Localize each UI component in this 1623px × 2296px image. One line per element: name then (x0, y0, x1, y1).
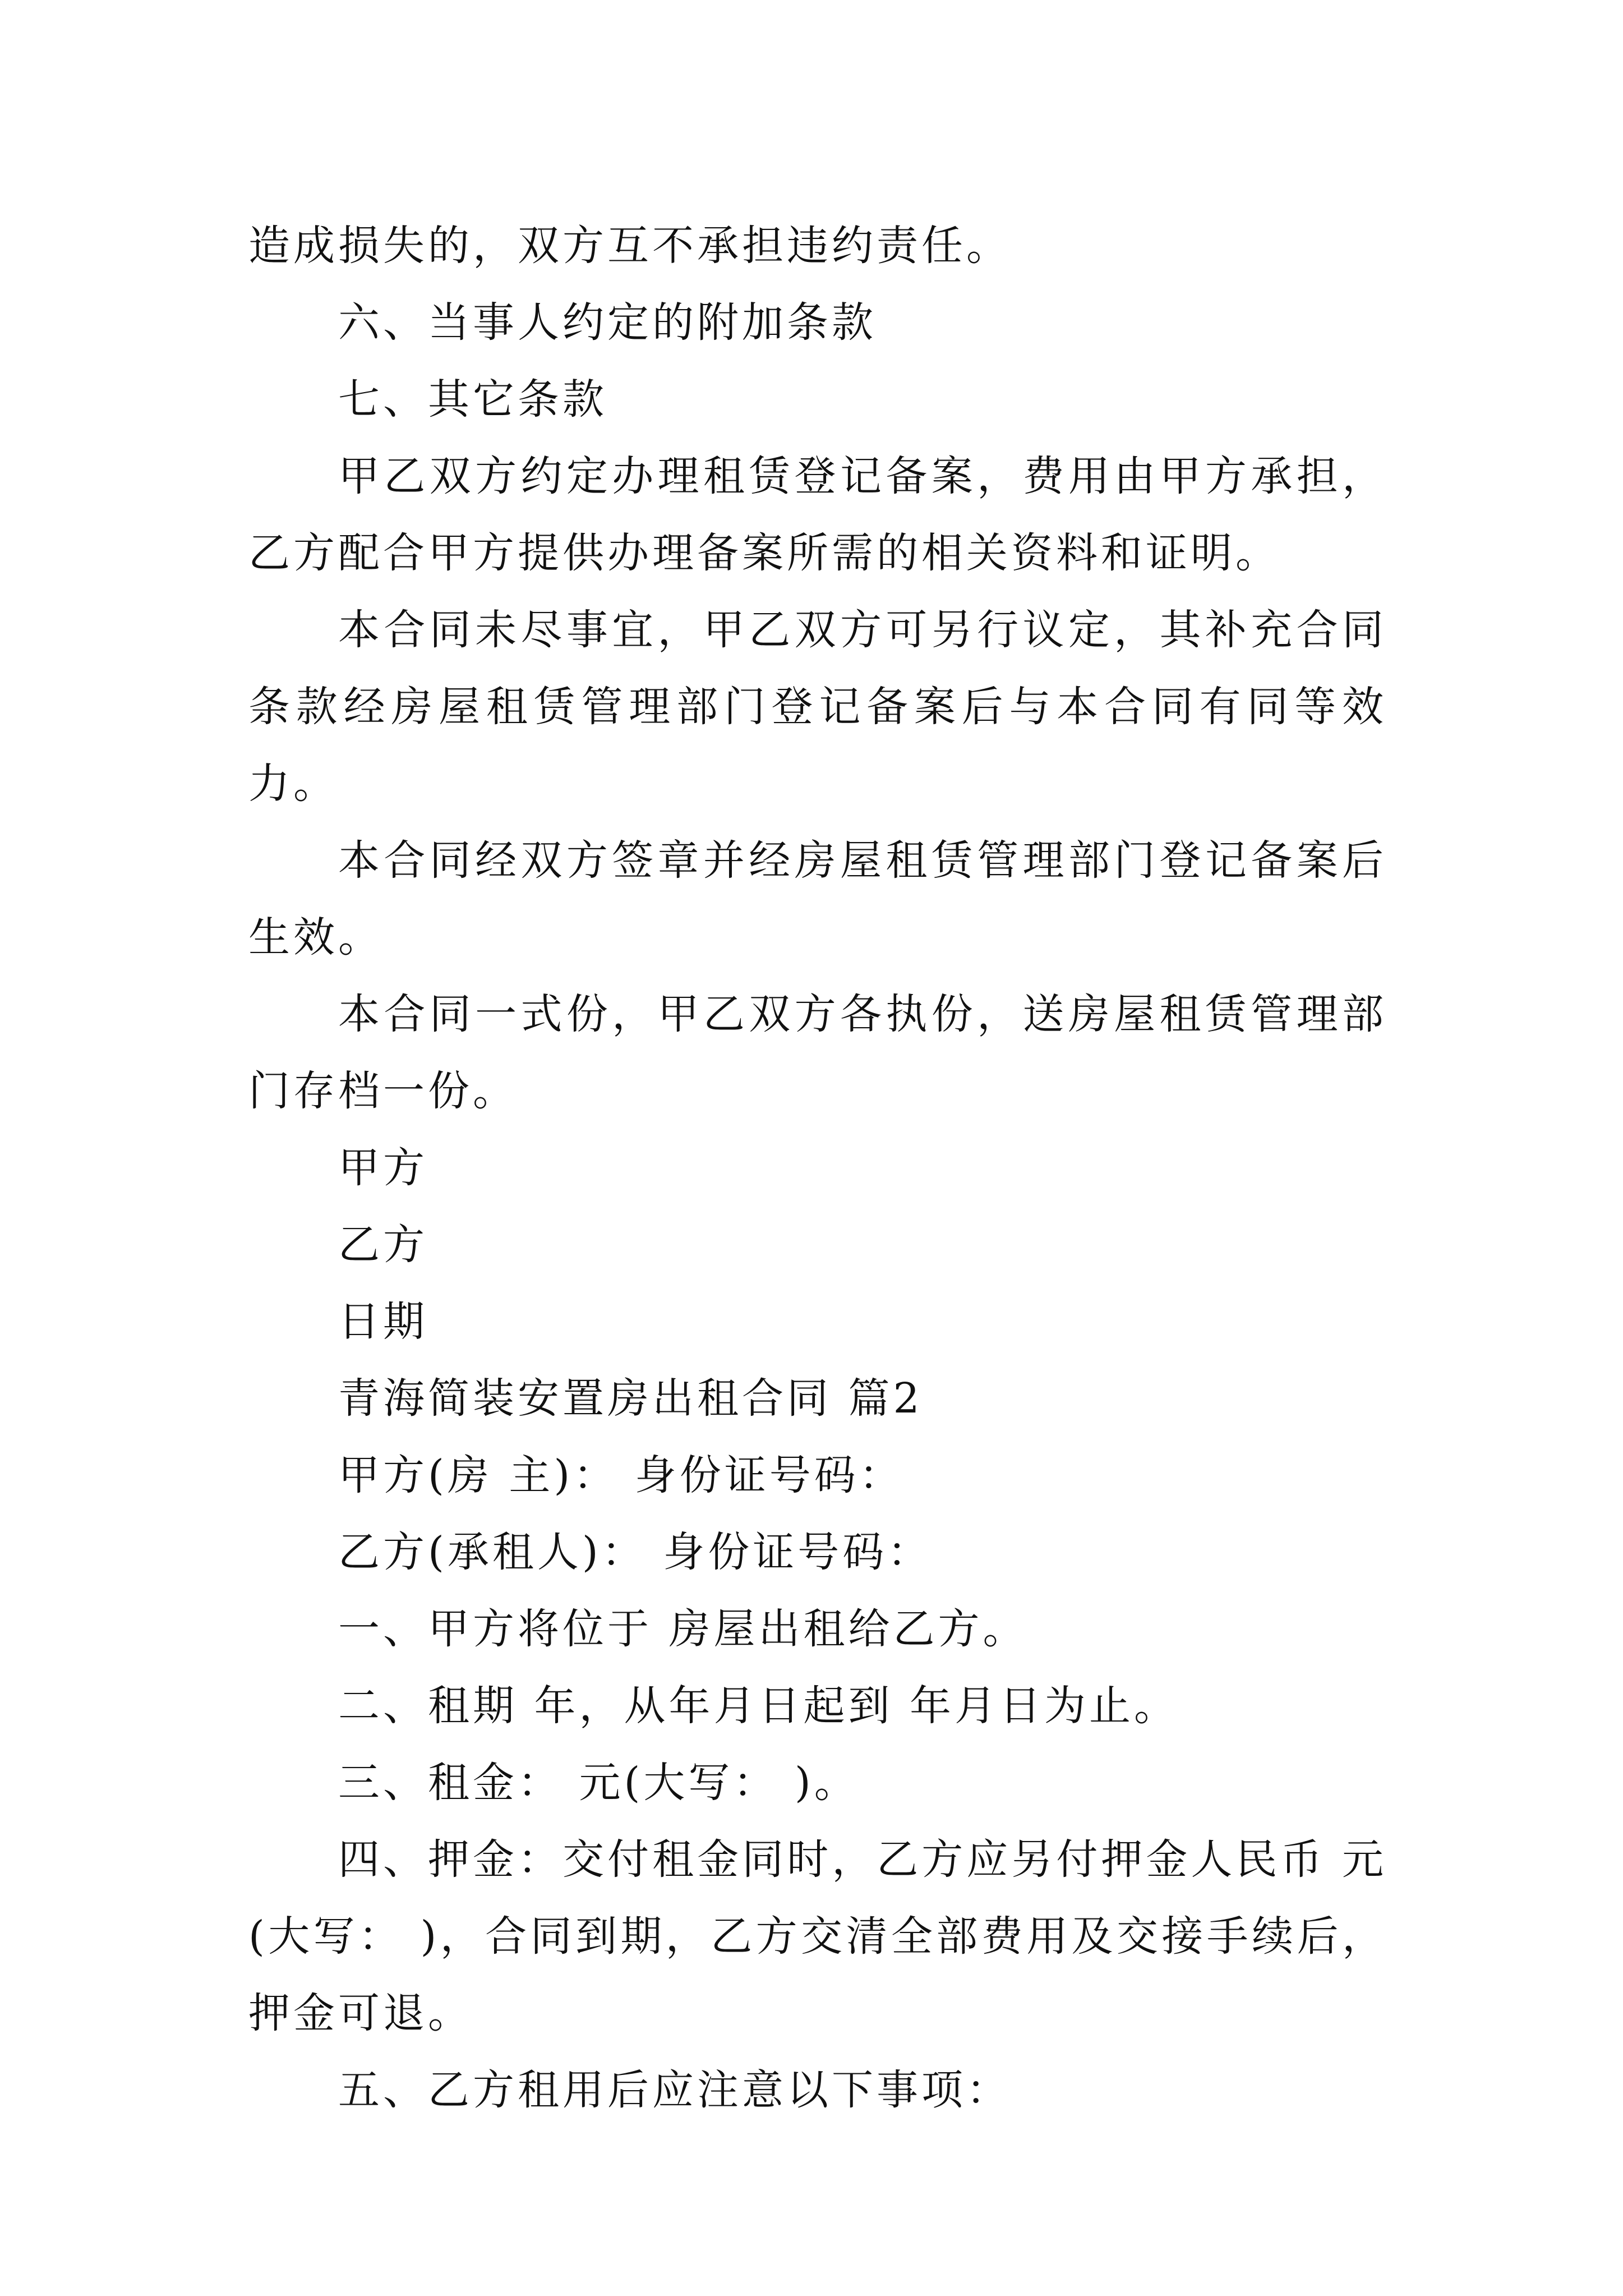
paragraph-liability-end: 造成损失的，双方互不承担违约责任。 (248, 222, 1011, 270)
date-label: 日期 (338, 1297, 428, 1346)
clause-5: 五、乙方租用后应注意以下事项： (338, 2066, 1011, 2114)
paragraph-effective: 本合同经双方签章并经房屋租赁管理部门登记备案后生效。 (248, 836, 1387, 961)
paragraph-supplement: 本合同未尽事宜，甲乙双方可另行议定，其补充合同条款经房屋租赁管理部门登记备案后与本合同有同等效力。 (248, 606, 1387, 808)
party-a-info: 甲方(房 主)： 身份证号码： (338, 1451, 904, 1499)
paragraph-section-6: 六、当事人约定的附加条款 (338, 298, 877, 347)
paragraph-copies: 本合同一式份，甲乙双方各执份，送房屋租赁管理部门存档一份。 (248, 990, 1387, 1115)
clause-1: 一、甲方将位于 房屋出租给乙方。 (338, 1605, 1028, 1653)
party-b-info: 乙方(承租人)： 身份证号码： (338, 1528, 933, 1576)
clause-2: 二、租期 年，从年月日起到 年月日为止。 (338, 1682, 1179, 1730)
clause-3: 三、租金： 元(大写： )。 (338, 1759, 859, 1807)
contract-title: 青海简装安置房出租合同 篇2 (338, 1374, 923, 1423)
party-a-signature-label: 甲方 (338, 1144, 428, 1192)
document-body (248, 208, 1387, 2129)
party-b-signature-label: 乙方 (338, 1221, 428, 1269)
clause-4: 四、押金：交付租金同时，乙方应另付押金人民币 元(大写： )，合同到期，乙方交清全部费用及交接手续后，押金可退。 (248, 1835, 1387, 2037)
paragraph-registration: 甲乙双方约定办理租赁登记备案，费用由甲方承担，乙方配合甲方提供办理备案所需的相关资料和证明。 (248, 452, 1387, 577)
paragraph-section-7: 七、其它条款 (338, 375, 607, 424)
